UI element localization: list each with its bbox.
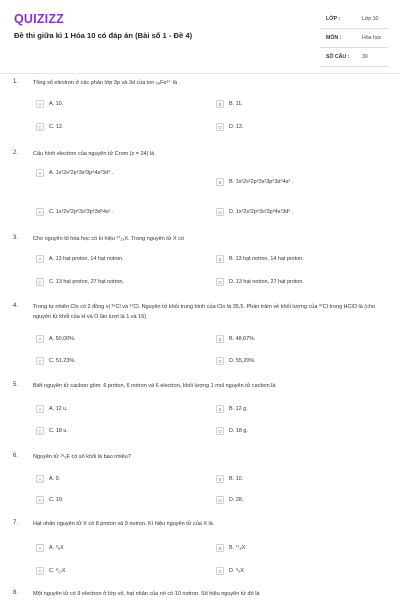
option-letter-box: D (216, 496, 224, 504)
option-text: D. 55,20%. (229, 358, 256, 364)
option-letter-box: D (216, 123, 224, 131)
option-letter-box: A (36, 475, 44, 483)
option-b[interactable] (216, 177, 293, 187)
meta-label: LỚP : (326, 16, 341, 22)
option-c[interactable] (36, 566, 65, 576)
option-letter-box: D (216, 278, 224, 286)
meta-label: MÔN : (326, 35, 342, 41)
option-text: A. 9. (49, 476, 61, 482)
option-letter-box: C (36, 208, 44, 216)
option-d[interactable] (216, 426, 248, 436)
question-text: Cho nguyên tố hóa học có kí hiệu ²⁷₁₃X. Trong nguyên tử X có (33, 236, 185, 242)
option-a[interactable] (36, 254, 124, 264)
option-letter-box: A (36, 100, 44, 108)
option-letter-box: A (36, 405, 44, 413)
option-b[interactable] (216, 99, 243, 109)
option-letter-box: A (36, 255, 44, 263)
option-text: C. 51,23%. (49, 358, 76, 364)
option-text: C. ⁸₁₇X (49, 568, 66, 574)
option-text: A. 50,00%. (49, 336, 76, 342)
option-text: C. 18 u. (49, 428, 68, 434)
question-1 (0, 79, 400, 139)
option-c[interactable] (36, 122, 63, 132)
option-text: B. ¹⁷₈X (229, 545, 246, 551)
option-text: D. 13. (229, 124, 244, 130)
option-d[interactable] (216, 277, 304, 287)
option-a[interactable] (36, 99, 63, 109)
option-c[interactable] (36, 207, 114, 217)
option-b[interactable] (216, 334, 255, 344)
question-text: Hạt nhân nguyên tử X có 8 proton và 9 notron. Kí hiệu nguyên tử của X là (33, 521, 213, 527)
question-text: Tổng số electron ở các phân lớp 3p và 3d của ion ₂₆Fe³⁺ là (33, 80, 178, 86)
option-letter-box: B (216, 178, 224, 186)
question-text: Trong tự nhiên Clo có 2 đồng vị ³⁵Cl và ³⁷Cl. Nguyên tử khối trung bình của Clo là 35,5. Phần trăm về khối lượng của ³⁷Cl trong HClO là (cho nguyên tử khối của H và O lần lượt là 1 và 16) (33, 304, 376, 320)
option-letter-box: B (216, 475, 224, 483)
option-d[interactable] (216, 122, 243, 132)
question-text: Biết nguyên tử cacbon gồm: 6 proton, 6 notron và 6 electron, khối lượng 1 mol nguyên tử cacbon là (33, 383, 276, 389)
option-letter-box: C (36, 123, 44, 131)
question-number: 1. (13, 79, 19, 85)
question-6 (0, 453, 400, 508)
meta-row-subject (320, 29, 388, 48)
question-number: 7. (13, 520, 19, 526)
option-b[interactable] (216, 254, 304, 264)
question-7 (0, 520, 400, 575)
option-letter-box: D (216, 567, 224, 575)
option-letter-box: A (36, 169, 44, 177)
page-header (0, 0, 400, 72)
option-text: D. ⁸₉X (229, 568, 244, 574)
question-2 (0, 150, 400, 225)
option-text: C. 12. (49, 124, 64, 130)
option-text: C. 13 hạt proton, 27 hạt notron. (49, 279, 124, 285)
question-number: 3. (13, 235, 19, 241)
header-divider (0, 73, 400, 74)
meta-value: Lớp 10 (362, 16, 379, 22)
option-letter-box: B (216, 405, 224, 413)
option-a[interactable] (36, 543, 64, 553)
meta-value: Hóa học (362, 35, 382, 41)
option-a[interactable] (36, 334, 75, 344)
option-a[interactable] (36, 474, 60, 484)
question-number: 4. (13, 303, 19, 309)
option-b[interactable] (216, 543, 245, 553)
meta-value: 30 (362, 54, 368, 60)
option-letter-box: B (216, 335, 224, 343)
option-c[interactable] (36, 277, 124, 287)
option-text: A. 10. (49, 101, 64, 107)
question-3 (0, 235, 400, 290)
option-text: B. 11. (229, 101, 243, 107)
option-text: C. 1s²2s²2p⁶3s²3p⁶3d⁵4s¹ . (49, 209, 114, 215)
option-a[interactable] (36, 404, 68, 414)
option-text: B. 48,67%. (229, 336, 256, 342)
option-text: D. 28. (229, 497, 244, 503)
option-text: A. 13 hạt proton, 14 hạt notron. (49, 256, 124, 262)
option-text: A. 12 u. (49, 406, 68, 412)
question-number: 5. (13, 382, 19, 388)
option-letter-box: A (36, 335, 44, 343)
question-4 (0, 303, 400, 368)
option-c[interactable] (36, 356, 76, 366)
meta-row-class (320, 10, 388, 29)
option-text: C. 19. (49, 497, 64, 503)
question-5 (0, 382, 400, 437)
option-c[interactable] (36, 426, 68, 436)
option-b[interactable] (216, 404, 248, 414)
option-letter-box: A (36, 544, 44, 552)
option-c[interactable] (36, 495, 63, 505)
option-text: D. 18 g. (229, 428, 248, 434)
option-text: B. 12 g. (229, 406, 248, 412)
option-text: A. ⁹₈X (49, 545, 64, 551)
question-text: Cấu hình electron của nguyên tử Crom (z = 24) là (33, 151, 155, 157)
option-a[interactable] (36, 168, 113, 178)
question-text: Nguyên tử ¹⁹₉F có số khối là bao nhiêu? (33, 454, 131, 460)
option-letter-box: B (216, 100, 224, 108)
option-text: D. 13 hạt notron, 27 hạt proton. (229, 279, 304, 285)
meta-table (320, 10, 388, 67)
option-d[interactable] (216, 356, 256, 366)
option-text: B. 13 hạt notron, 14 hạt proton. (229, 256, 304, 262)
question-text: Một nguyên tử có 9 electron ở lớp vỏ, hạt nhân của nó có 10 notron. Số hiệu nguyên tử đó là (33, 591, 260, 597)
option-letter-box: C (36, 567, 44, 575)
option-letter-box: D (216, 427, 224, 435)
option-letter-box: B (216, 544, 224, 552)
question-8 (0, 590, 400, 600)
option-text: A. 1s²2s²2p⁶3s²3p⁶4s²3d⁴ . (49, 170, 114, 176)
option-letter-box: C (36, 496, 44, 504)
option-text: B. 10. (229, 476, 244, 482)
option-d[interactable] (216, 495, 243, 505)
option-letter-box: C (36, 357, 44, 365)
option-b[interactable] (216, 474, 243, 484)
option-d[interactable] (216, 566, 244, 576)
page-title: Đề thi giữa kì 1 Hóa 10 có đáp án (Bài số 1 - Đề 4) (14, 31, 193, 40)
option-letter-box: C (36, 278, 44, 286)
question-number: 8. (13, 590, 19, 596)
option-letter-box: D (216, 208, 224, 216)
question-number: 6. (13, 453, 19, 459)
option-text: D. 1s²2s²2p⁶3s²3p⁶4s¹3d⁵ . (229, 209, 294, 215)
meta-label: SỐ CÂU : (326, 54, 350, 60)
option-letter-box: C (36, 427, 44, 435)
option-text: B. 1s²2s²2p⁶3s²3p⁶3d⁴4s² . (229, 179, 294, 185)
question-number: 2. (13, 150, 19, 156)
option-letter-box: D (216, 357, 224, 365)
quizizz-logo[interactable]: QUIZIZZ (14, 12, 65, 26)
option-d[interactable] (216, 207, 294, 217)
option-letter-box: B (216, 255, 224, 263)
meta-row-count (320, 48, 388, 67)
